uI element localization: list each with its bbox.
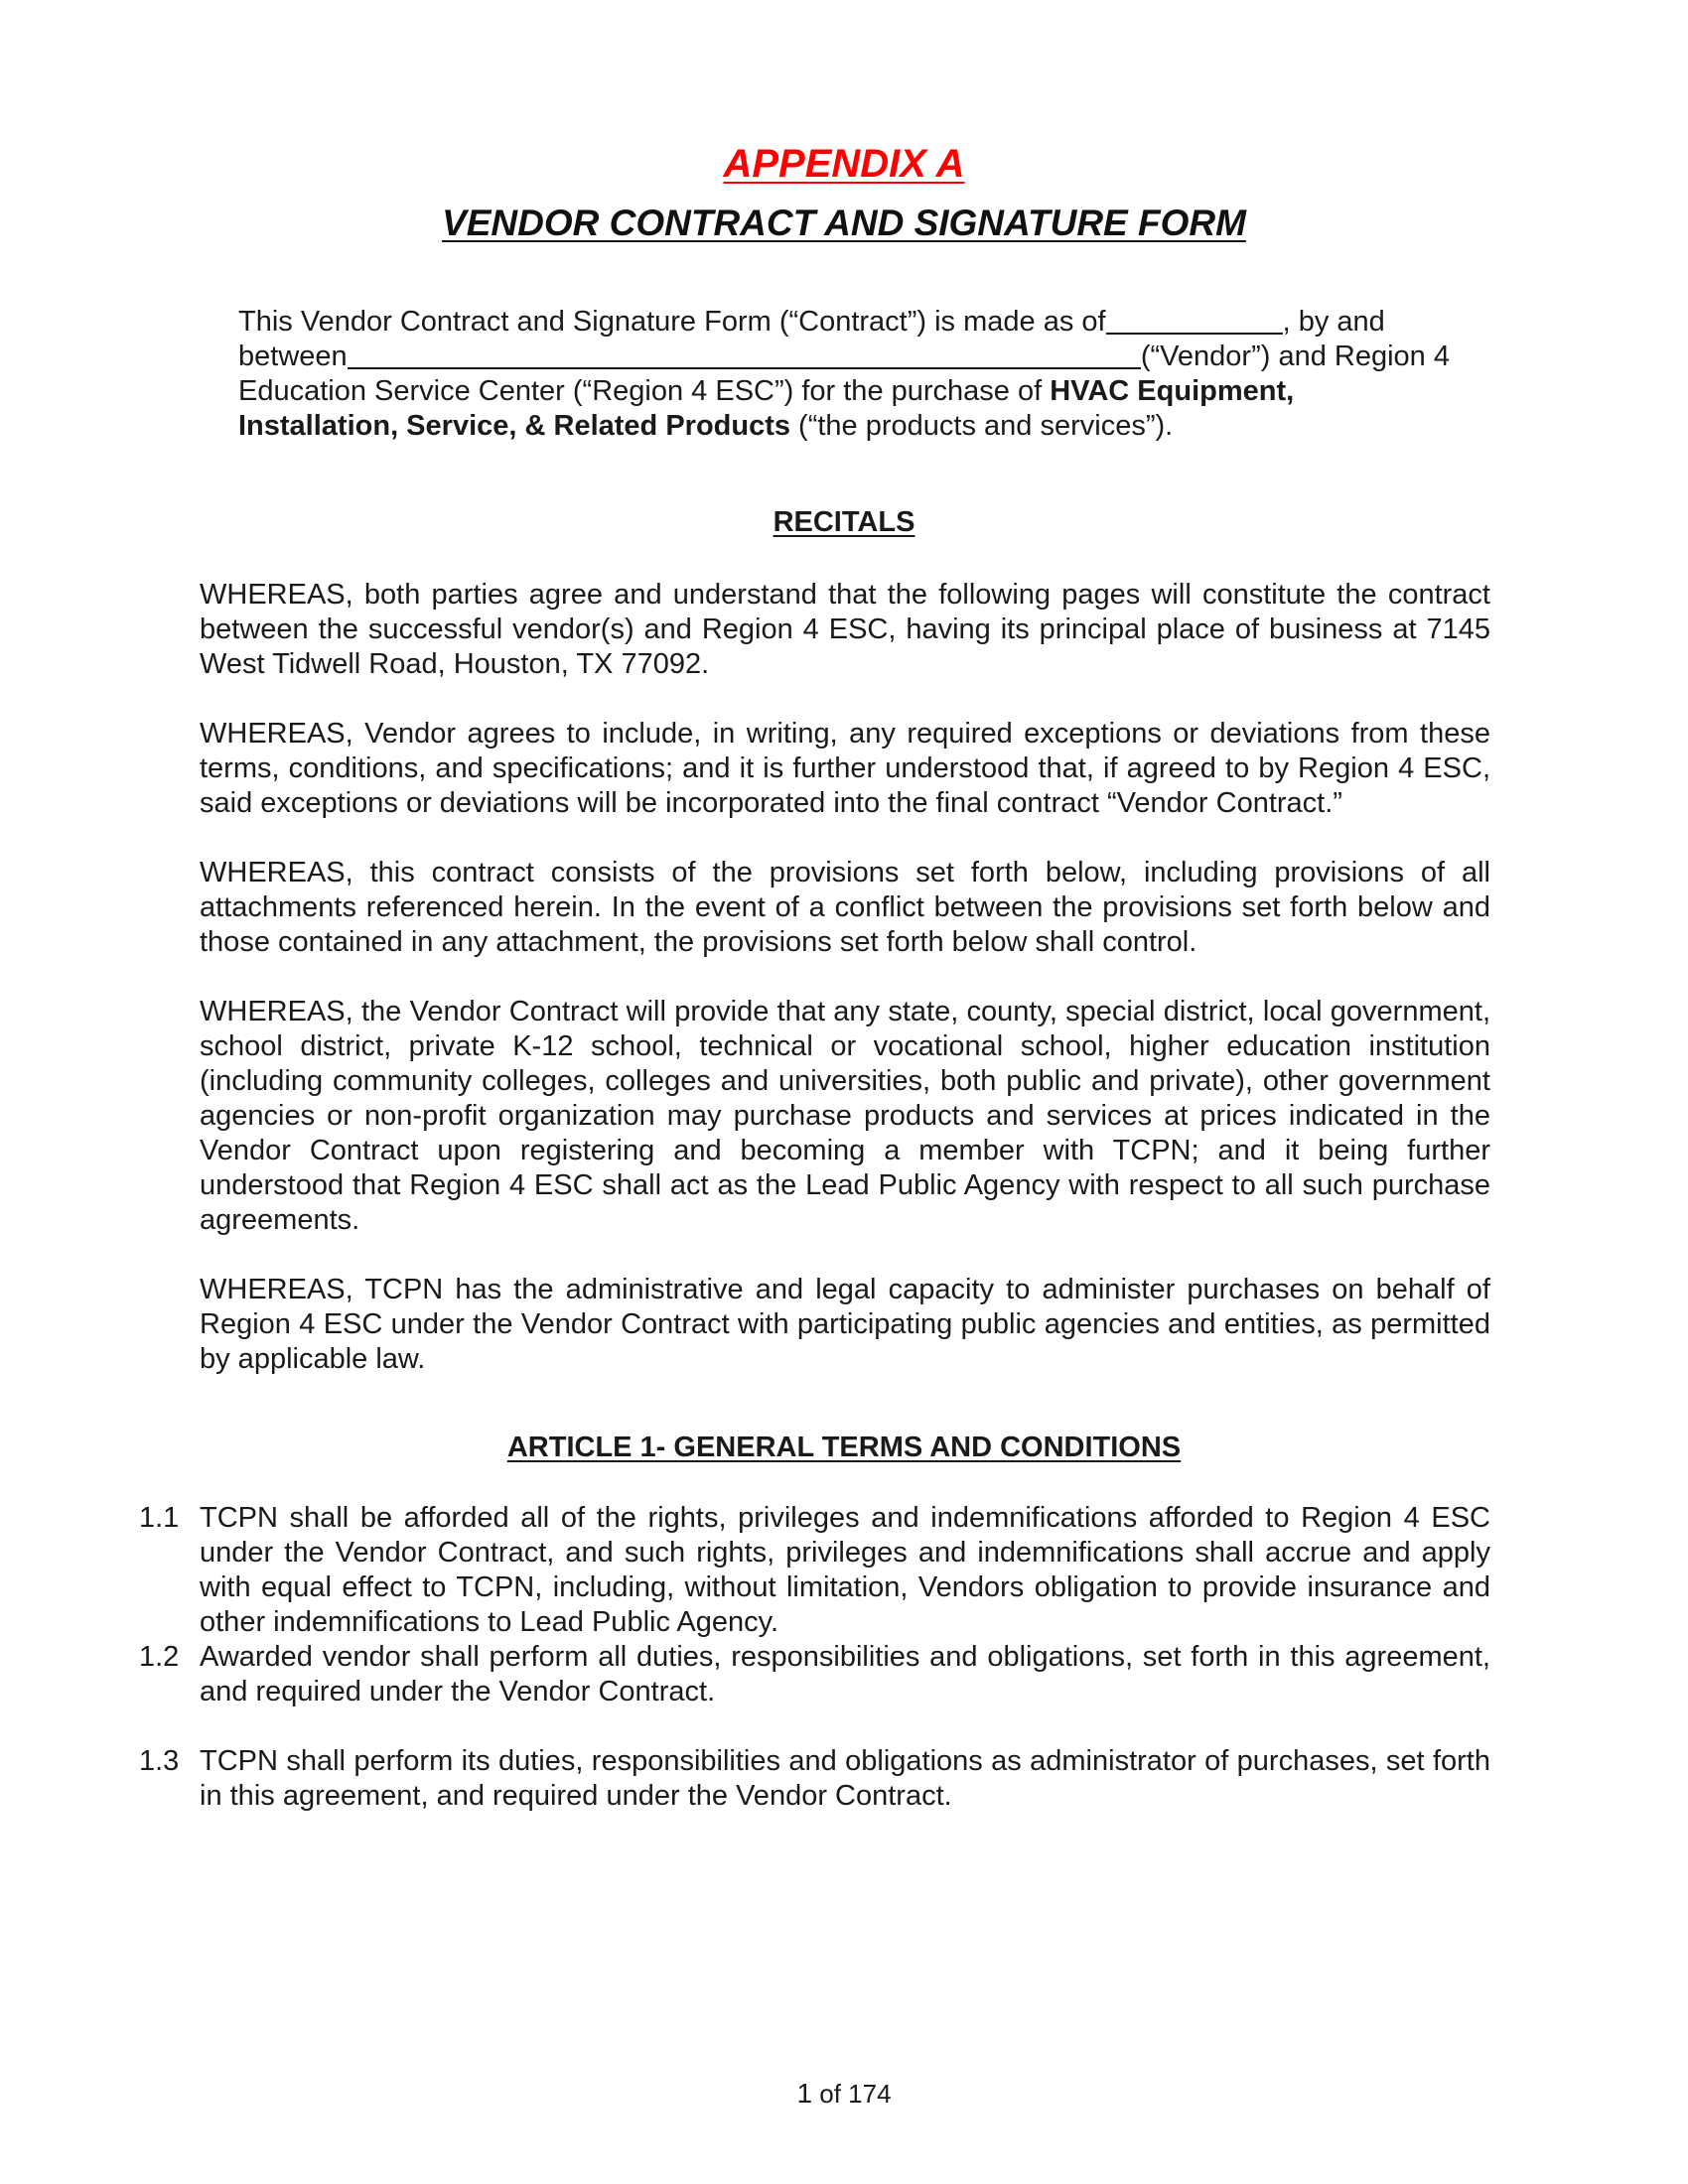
recital-paragraph-2: WHEREAS, Vendor agrees to include, in writing, any required exceptions or deviations from these terms, conditions, and specifications; and it is further understood that, if agreed to by Region 4 ESC, said exceptions or deviations will be incorporated into the final contract “Vendor Contract.”	[200, 718, 1490, 819]
vendor-name-blank-field[interactable]	[348, 340, 1141, 369]
recital-paragraph-3: WHEREAS, this contract consists of the provisions set forth below, including provisions of all attachments referenced herein. In the event of a conflict between the provisions set forth below and those contained in any attachment, the provisions set forth below shall control.	[200, 857, 1490, 958]
intro-line-1-after: , by and	[1282, 306, 1385, 338]
intro-line-3-bold: HVAC Equipment,	[1050, 375, 1295, 407]
item-text: TCPN shall perform its duties, responsibilities and obligations as administrator of purchases, set forth in this agreement, and required under the Vendor Contract.	[200, 1745, 1490, 1812]
intro-line-4-bold: Installation, Service, & Related Products	[238, 410, 790, 442]
page-number: 1	[796, 2078, 813, 2109]
form-title: VENDOR CONTRACT AND SIGNATURE FORM	[442, 203, 1246, 243]
intro-line-4	[238, 409, 1450, 444]
item-text: Awarded vendor shall perform all duties, responsibilities and obligations, set forth in this agreement, and required under the Vendor Contract.	[200, 1641, 1490, 1707]
recital-paragraph-1: WHEREAS, both parties agree and understand that the following pages will constitute the contract between the successful vendor(s) and Region 4 ESC, having its principal place of business at 7145 West Tidwell Road, Houston, TX 77092.	[200, 579, 1490, 680]
article-item-1-2	[139, 1640, 1490, 1709]
intro-line-3	[238, 374, 1450, 409]
intro-line-2-after: (“Vendor”) and Region 4	[1140, 341, 1450, 372]
item-number: 1.3	[139, 1745, 180, 1777]
intro-paragraph	[238, 305, 1450, 444]
page-total: of 174	[812, 2079, 892, 2109]
intro-line-3-text: Education Service Center (“Region 4 ESC”) for the purchase of	[238, 375, 1051, 407]
article-item-1-3	[139, 1744, 1490, 1814]
recital-paragraph-5: WHEREAS, TCPN has the administrative and legal capacity to administer purchases on behalf of Region 4 ESC under the Vendor Contract with participating public agencies and entities, as permitted by applicable law.	[200, 1274, 1490, 1375]
intro-line-4-text: (“the products and services”).	[790, 410, 1174, 442]
page-footer	[0, 2078, 1688, 2110]
intro-line-2	[238, 340, 1450, 374]
recital-paragraph-4: WHEREAS, the Vendor Contract will provide that any state, county, special district, local government, school district, private K-12 school, technical or vocational school, higher education institution (including community colleges, colleges and universities, both public and private), other government agencies or non-profit organization may purchase products and services at prices indicated in the Vendor Contract upon registering and becoming a member with TCPN; and it being further understood that Region 4 ESC shall act as the Lead Public Agency with respect to all such purchase agreements.	[200, 996, 1490, 1236]
date-blank-field[interactable]	[1106, 305, 1283, 335]
appendix-title: APPENDIX A	[723, 142, 965, 186]
article-1-heading: ARTICLE 1- GENERAL TERMS AND CONDITIONS	[506, 1432, 1182, 1463]
item-number: 1.1	[139, 1502, 180, 1534]
recitals-heading: RECITALS	[773, 506, 915, 538]
intro-line-1-text: This Vendor Contract and Signature Form (“Contract”) is made as of	[238, 306, 1106, 338]
item-text: TCPN shall be afforded all of the rights, privileges and indemnifications afforded to Region 4 ESC under the Vendor Contract, and such rights, privileges and indemnifications shall accrue and apply with equal effect to TCPN, including, without limitation, Vendors obligation to provide insurance and other indemnifications to Lead Public Agency.	[200, 1502, 1490, 1638]
intro-line-1	[238, 305, 1450, 340]
item-number: 1.2	[139, 1641, 180, 1673]
article-item-1-1	[139, 1501, 1490, 1640]
intro-line-2-before: between	[238, 341, 348, 372]
